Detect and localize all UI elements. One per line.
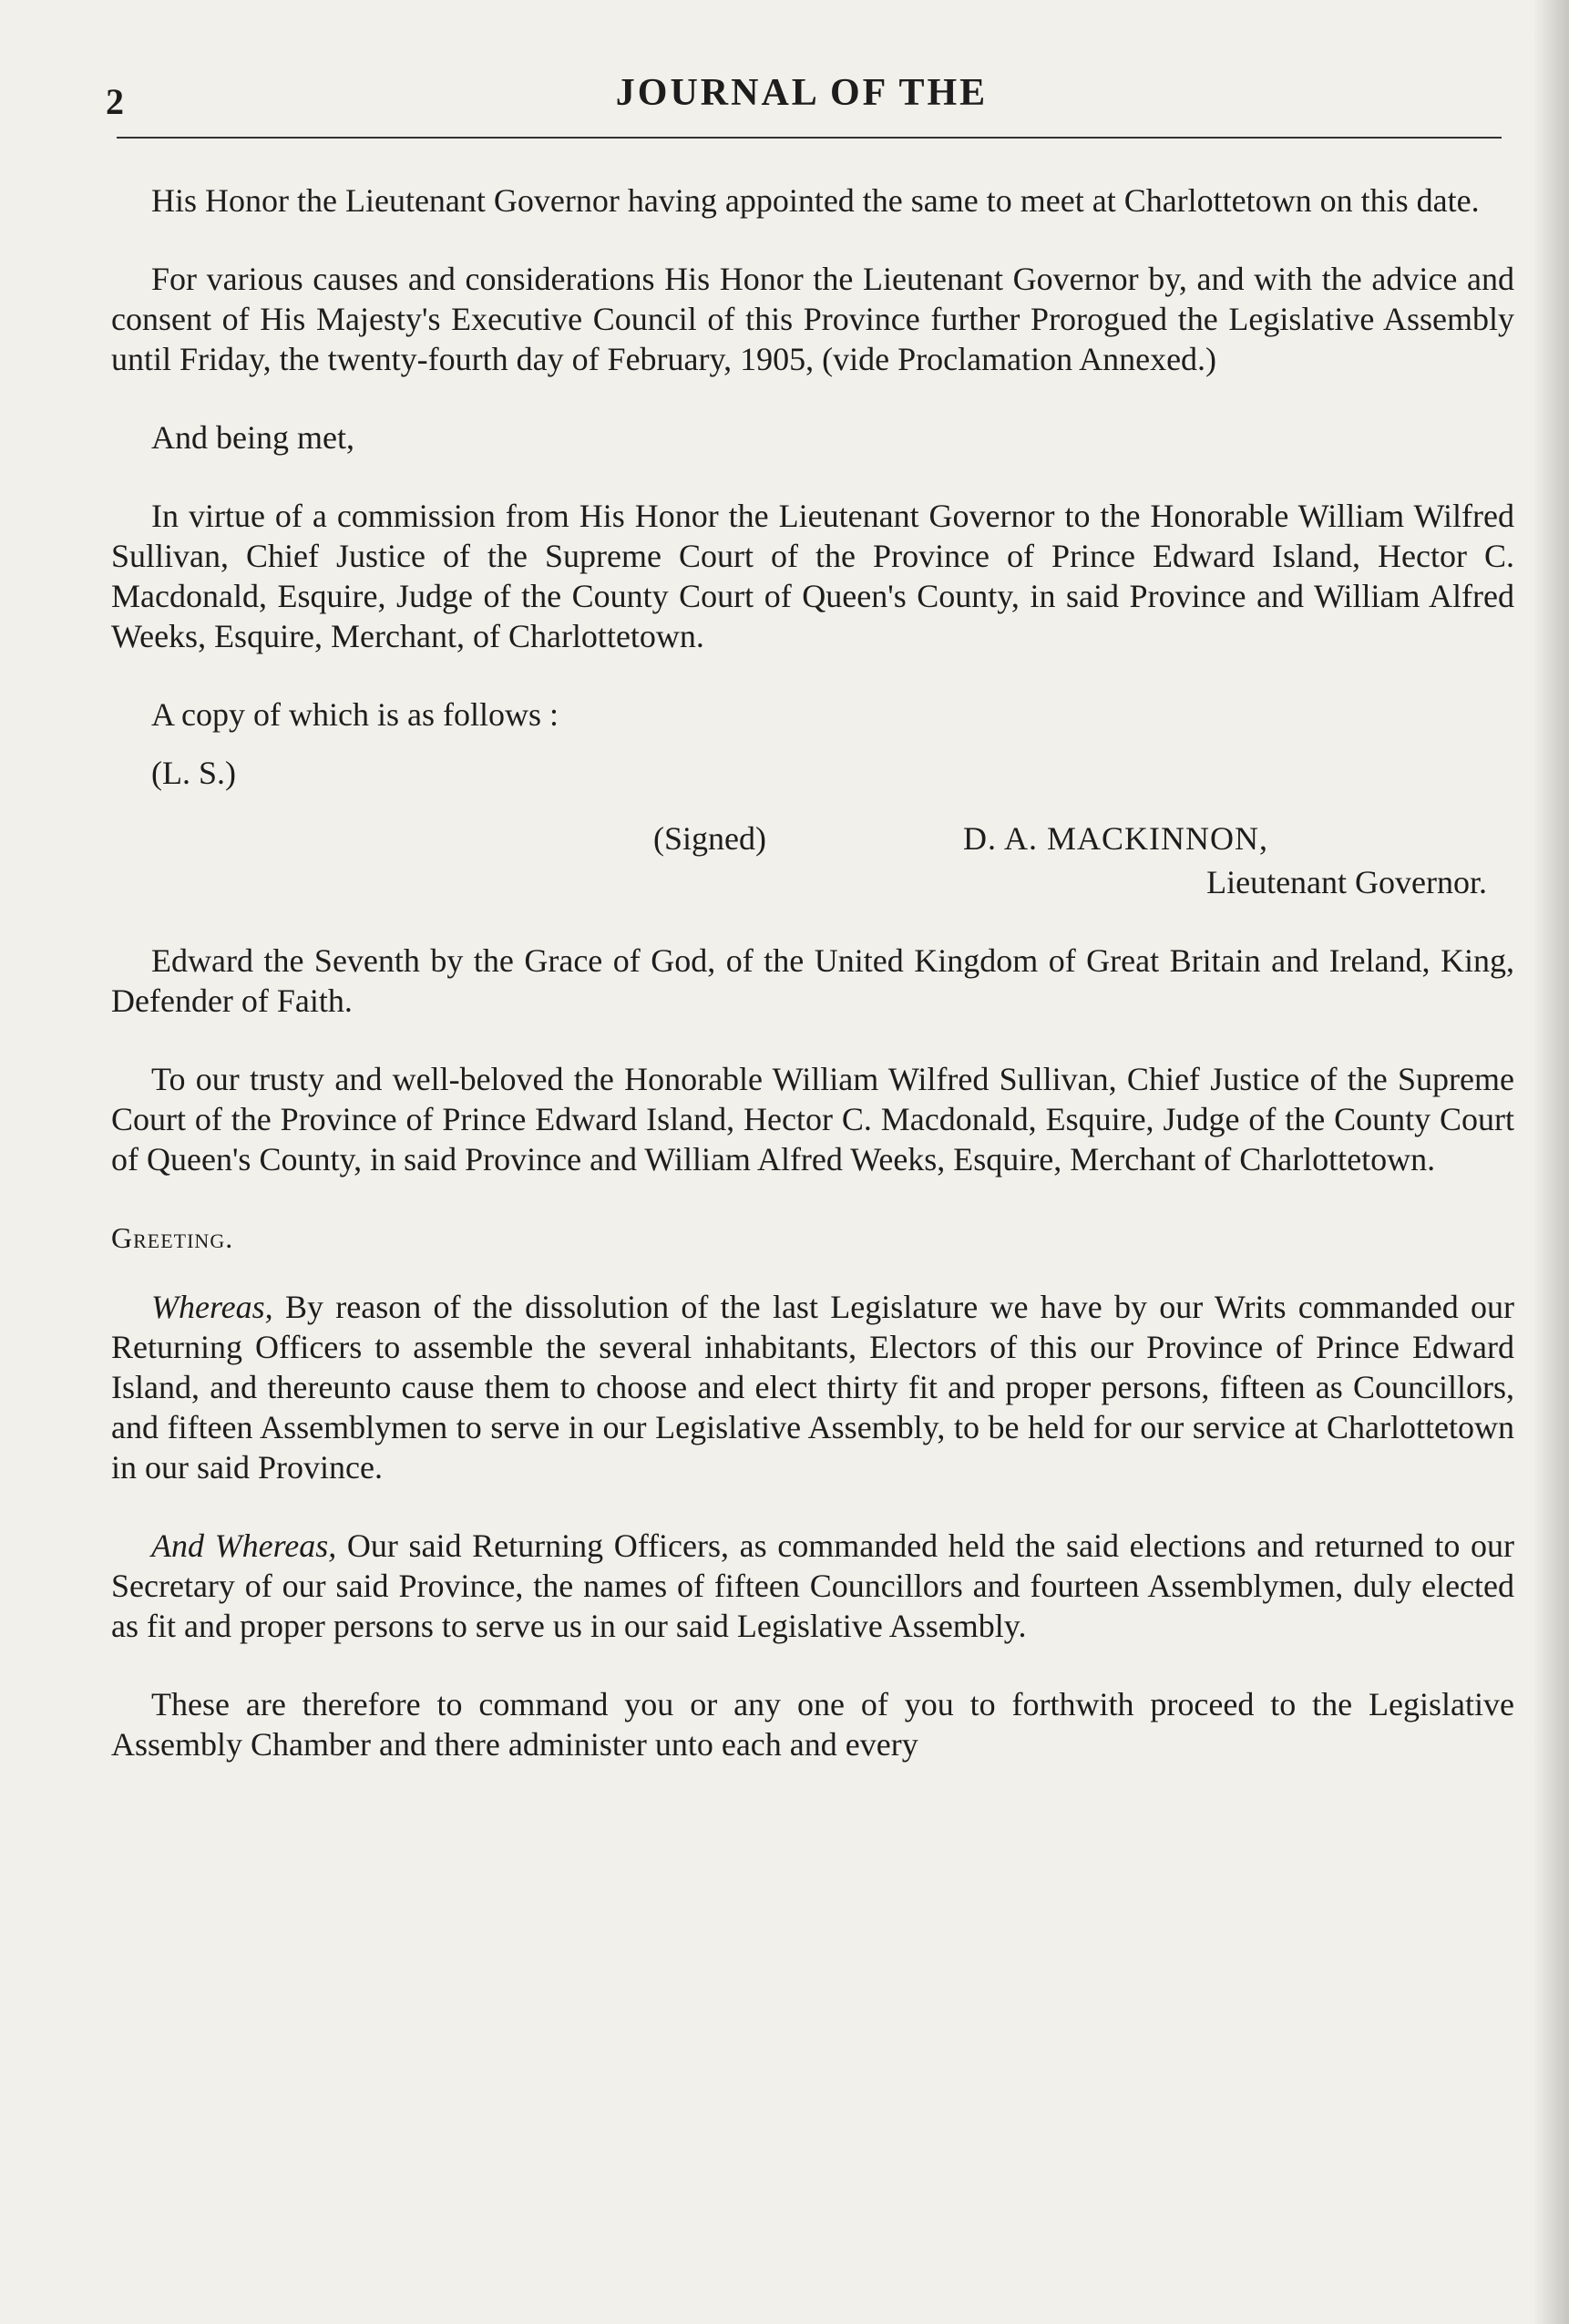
- signer-name: D. A. MACKINNON,: [963, 820, 1269, 857]
- paragraph-royal-style: Edward the Seventh by the Grace of God, of the United Kingdom of Great Britain and Ireland, King, Defender of Faith.: [111, 942, 1514, 1019]
- paragraph-address: To our trusty and well-beloved the Honorable William Wilfred Sullivan, Chief Justice of the Supreme Court of the Province of Prince Edward Island, Hector C. Macdonald, Esquire, Judge of the County Court of Queen's County, in said Province and William Alfred Weeks, Esquire, Merchant of Charlottetown.: [111, 1061, 1514, 1177]
- page-body: [111, 180, 1514, 1764]
- and-whereas-text: Our said Returning Officers, as commanded held the said elections and returned to our Secretary of our said Province, the names of fifteen Councillors and fourteen Assemblymen, duly elected as fit and proper persons to serve us in our said Legislative Assembly.: [111, 1527, 1514, 1644]
- page-header: [100, 66, 1503, 120]
- greeting-heading: Greeting.: [111, 1221, 234, 1254]
- signed-label: (Signed): [653, 820, 766, 857]
- paragraph-copy-follows: A copy of which is as follows :: [151, 696, 559, 733]
- paragraph-appointment: His Honor the Lieutenant Governor having appointed the same to meet at Charlottetown on this date.: [151, 182, 1480, 219]
- whereas-text: By reason of the dissolution of the last Legislature we have by our Writs commanded our Returning Officers to assemble the several inhabitants, Electors of this our Province of Prince Edward Island, and thereunto cause them to choose and elect thirty fit and proper persons, fifteen as Councillors, and fifteen Assemblymen to serve in our Legislative Assembly, to be held for our service at Charlottetown in our said Province.: [111, 1289, 1514, 1486]
- paragraph-command: These are therefore to command you or any one of you to forthwith proceed to the Legislative Assembly Chamber and there administer unto each and every: [111, 1686, 1514, 1763]
- paragraph-prorogation: For various causes and considerations His Honor the Lieutenant Governor by, and with the advice and consent of His Majesty's Executive Council of this Province further Prorogued the Legislative Assembly until Friday, the twenty-fourth day of February, 1905, (vide Proclamation Annexed.): [111, 261, 1514, 377]
- seal-mark: (L. S.): [151, 755, 236, 791]
- header-rule: [117, 137, 1502, 139]
- and-whereas-lead: And Whereas,: [151, 1527, 337, 1564]
- paragraph-commission: In virtue of a commission from His Honor the Lieutenant Governor to the Honorable William Wilfred Sullivan, Chief Justice of the Supreme Court of the Province of Prince Edward Island, Hector C. Macdonald, Esquire, Judge of the County Court of Queen's County, in said Province and William Alfred Weeks, Esquire, Merchant, of Charlottetown.: [111, 498, 1514, 654]
- paragraph-and-whereas: [111, 1526, 1514, 1646]
- whereas-lead: Whereas,: [151, 1289, 273, 1325]
- paragraph-whereas: [111, 1287, 1514, 1487]
- signer-title: Lieutenant Governor.: [1206, 864, 1487, 900]
- running-head: JOURNAL OF THE: [615, 72, 989, 114]
- page-number: 2: [106, 81, 124, 122]
- signature-line: [111, 818, 1514, 862]
- page-edge-shadow: [1533, 0, 1569, 2324]
- paragraph-being-met: And being met,: [151, 419, 354, 456]
